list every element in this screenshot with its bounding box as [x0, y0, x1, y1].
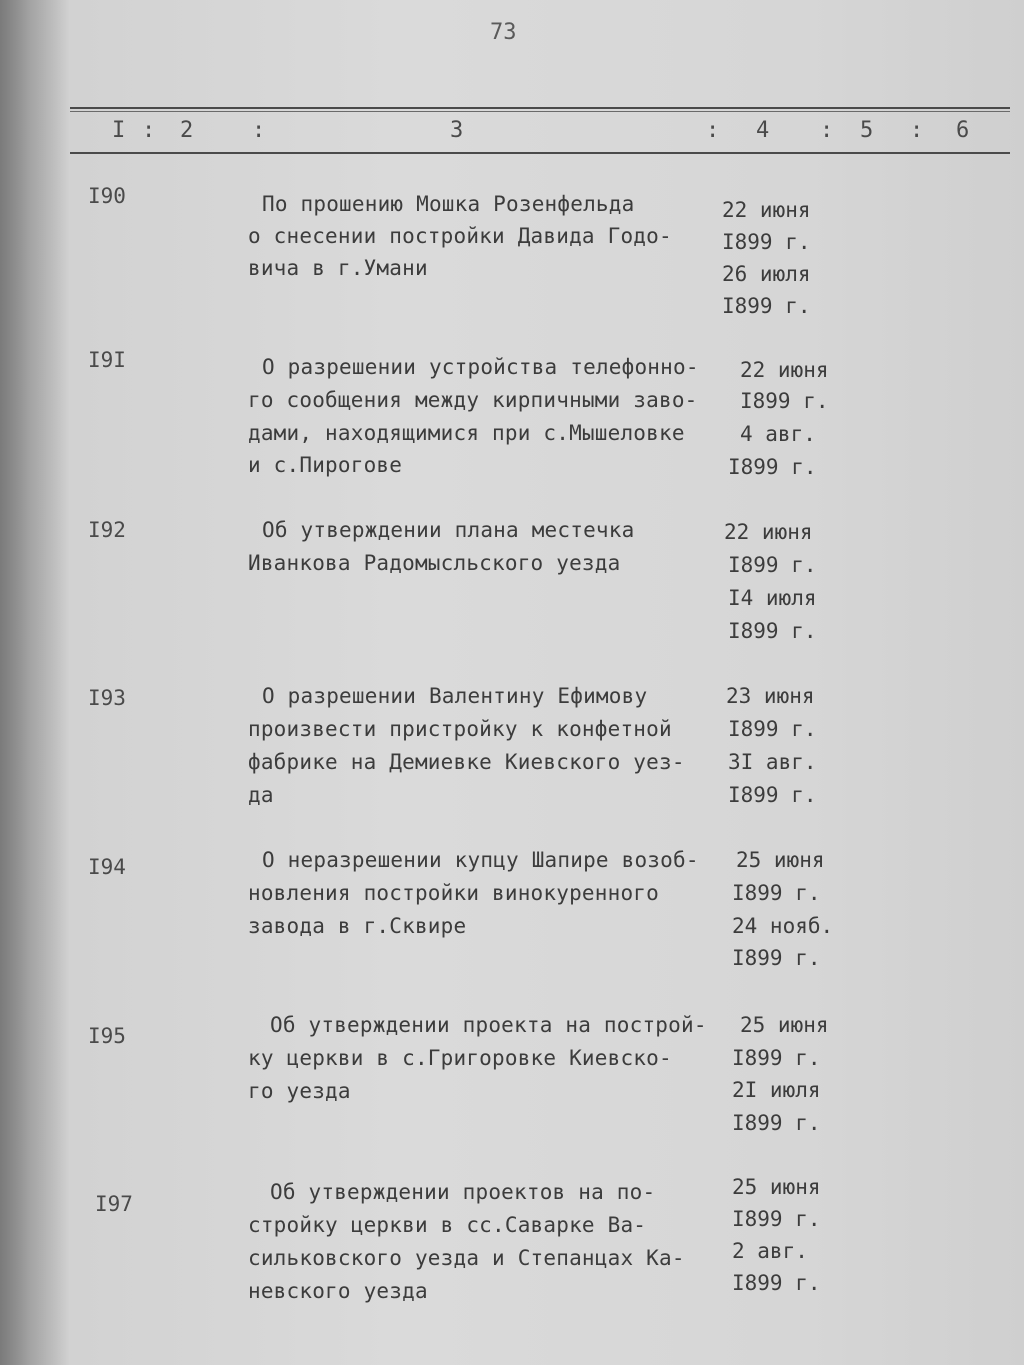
header-col-2: 2 — [180, 118, 194, 143]
entry-title-line: сильковского уезда и Степанцах Ка- — [248, 1246, 685, 1270]
entry-date-line: I899 г. — [732, 946, 821, 970]
entry-date-line: I899 г. — [732, 1207, 821, 1231]
entry-title-line: го сообщения между кирпичными заво- — [248, 388, 698, 412]
entry-date-line: I899 г. — [728, 717, 817, 741]
entry-title-line: го уезда — [248, 1079, 351, 1103]
header-col-3: 3 — [450, 118, 464, 143]
entry-date-line: I899 г. — [732, 1111, 821, 1135]
entry-date-line: I899 г. — [732, 1046, 821, 1070]
entry-title-line: О разрешении устройства телефонно- — [262, 355, 699, 379]
entry-date-line: I899 г. — [728, 783, 817, 807]
entry-title-line: вича в г.Умани — [248, 256, 428, 280]
entry-title-line: О разрешении Валентину Ефимову — [262, 684, 648, 708]
entry-number: I90 — [88, 184, 126, 208]
binding-shadow — [0, 0, 70, 1365]
entry-title-line: фабрике на Демиевке Киевского уез- — [248, 750, 685, 774]
entry-date-line: 3I авг. — [728, 750, 817, 774]
entry-title-line: дами, находящимися при с.Мышеловке — [248, 421, 685, 445]
entry-title-line: Об утверждении проектов на по- — [270, 1180, 656, 1204]
entry-date-line: 25 июня — [732, 1175, 821, 1199]
header-sep-1: : — [142, 118, 156, 143]
entry-title-line: Об утверждении проекта на построй- — [270, 1013, 707, 1037]
entry-date-line: 2I июля — [732, 1078, 821, 1102]
header-sep-3: : — [706, 118, 720, 143]
entry-date-line: 25 июня — [740, 1013, 829, 1037]
entry-title-line: произвести пристройку к конфетной — [248, 717, 672, 741]
header-rule-top — [70, 107, 1010, 109]
entry-number: I93 — [88, 686, 126, 710]
entry-title-line: Иванкова Радомысльского уезда — [248, 551, 621, 575]
entry-date-line: I899 г. — [740, 389, 829, 413]
entry-number: I94 — [88, 855, 126, 879]
entry-title-line: невского уезда — [248, 1279, 428, 1303]
page-number: 73 — [490, 20, 517, 45]
entry-title-line: и с.Пирогове — [248, 453, 403, 477]
entry-title-line: стройку церкви в сс.Саварке Ва- — [248, 1213, 647, 1237]
entry-number: I95 — [88, 1024, 126, 1048]
entry-date-line: I899 г. — [728, 553, 817, 577]
entry-title-line: Об утверждении плана местечка — [262, 518, 635, 542]
header-col-5: 5 — [860, 118, 874, 143]
entry-number: I9I — [88, 348, 126, 372]
header-rule-bottom — [70, 152, 1010, 154]
entry-date-line: I899 г. — [732, 881, 821, 905]
entry-date-line: 2 авг. — [732, 1239, 808, 1263]
entry-number: I97 — [95, 1192, 133, 1216]
entry-date-line: I899 г. — [728, 619, 817, 643]
entry-date-line: 22 июня — [740, 358, 829, 382]
entry-title-line: о снесении постройки Давида Годо- — [248, 224, 672, 248]
entry-date-line: I899 г. — [722, 294, 811, 318]
entry-date-line: 23 июня — [726, 684, 815, 708]
entry-date-line: 22 июня — [722, 198, 811, 222]
entry-date-line: 24 нояб. — [732, 914, 834, 938]
entry-title-line: завода в г.Сквире — [248, 914, 467, 938]
header-rule-top-inner — [70, 111, 1010, 112]
entry-date-line: I899 г. — [732, 1271, 821, 1295]
entry-title-line: новления постройки винокуренного — [248, 881, 659, 905]
entry-title-line: да — [248, 783, 274, 807]
entry-date-line: I899 г. — [722, 230, 811, 254]
entry-date-line: 4 авг. — [740, 422, 816, 446]
entry-date-line: 26 июля — [722, 262, 811, 286]
header-sep-2: : — [252, 118, 266, 143]
header-col-6: 6 — [956, 118, 970, 143]
entry-date-line: I4 июля — [728, 586, 817, 610]
header-sep-5: : — [910, 118, 924, 143]
entry-number: I92 — [88, 518, 126, 542]
entry-title-line: По прошению Мошка Розенфельда — [262, 192, 635, 216]
entry-date-line: 25 июня — [736, 848, 825, 872]
header-sep-4: : — [820, 118, 834, 143]
entry-title-line: О неразрешении купцу Шапире возоб- — [262, 848, 699, 872]
entry-date-line: 22 июня — [724, 520, 813, 544]
header-col-1: I — [112, 118, 126, 143]
entry-title-line: ку церкви в с.Григоровке Киевско- — [248, 1046, 672, 1070]
entry-date-line: I899 г. — [728, 455, 817, 479]
header-col-4: 4 — [756, 118, 770, 143]
